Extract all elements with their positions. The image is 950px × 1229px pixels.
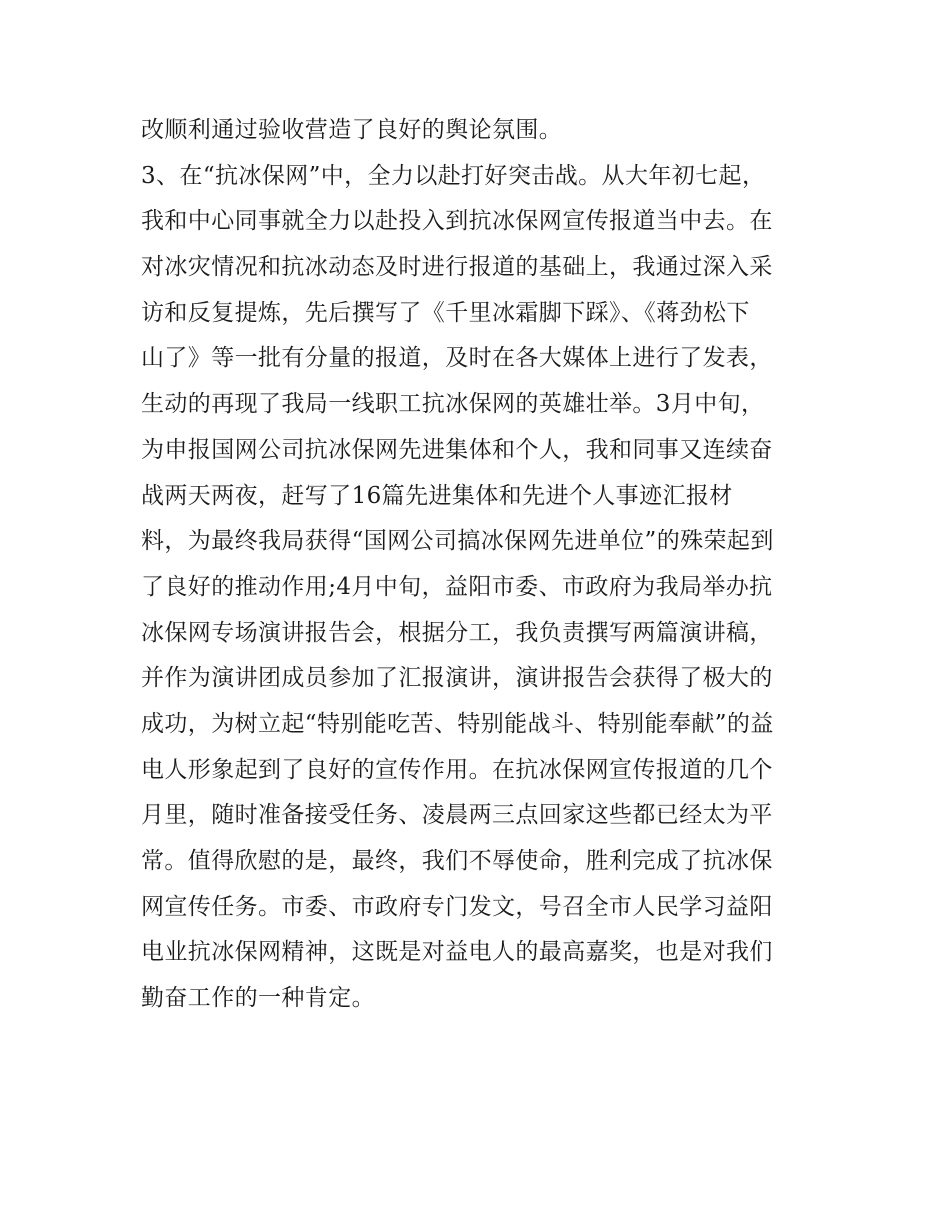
text-line: 电业抗冰保网精神，这既是对益电人的最高嘉奖，也是对我们 <box>141 939 773 966</box>
text-line: 3、在“抗冰保网”中，全力以赴打好突击战。从大年初七起， <box>141 162 766 189</box>
text-line: 我和中心同事就全力以赴投入到抗冰保网宣传报道当中去。在 <box>141 208 773 235</box>
text-line: 生动的再现了我局一线职工抗冰保网的英雄壮举。3月中旬， <box>141 391 765 418</box>
text-line: 月里，随时准备接受任务、凌晨两三点回家这些都已经太为平 <box>141 802 773 829</box>
text-line: 勤奋工作的一种肯定。 <box>141 985 375 1012</box>
text-line: 并作为演讲团成员参加了汇报演讲，演讲报告会获得了极大的 <box>141 665 773 692</box>
text-line: 山了》等一批有分量的报道，及时在各大媒体上进行了发表， <box>141 345 773 372</box>
text-line: 访和反复提炼，先后撰写了《千里冰霜脚下踩》、《蒋劲松下 <box>141 299 750 326</box>
text-line: 网宣传任务。市委、市政府专门发文，号召全市人民学习益阳 <box>141 893 773 920</box>
text-line: 改顺利通过验收营造了良好的舆论氛围。 <box>141 117 563 143</box>
text-line: 常。值得欣慰的是，最终，我们不辱使命，胜利完成了抗冰保 <box>141 848 773 874</box>
text-line: 战两天两夜，赶写了16篇先进集体和先进个人事迹汇报材 <box>141 482 733 509</box>
text-line: 成功，为树立起“特别能吃苦、特别能战斗、特别能奉献”的益 <box>141 710 774 737</box>
text-line: 对冰灾情况和抗冰动态及时进行报道的基础上，我通过深入采 <box>141 254 773 281</box>
document-body <box>141 108 821 1022</box>
text-line: 了良好的推动作用;4月中旬，益阳市委、市政府为我局举办抗 <box>141 573 773 600</box>
text-line: 为申报国网公司抗冰保网先进集体和个人，我和同事又连续奋 <box>141 436 773 463</box>
text-line: 电人形象起到了良好的宣传作用。在抗冰保网宣传报道的几个 <box>141 756 773 783</box>
text-line: 冰保网专场演讲报告会，根据分工，我负责撰写两篇演讲稿， <box>141 619 773 646</box>
text-line: 料，为最终我局获得“国网公司搞冰保网先进单位”的殊荣起到 <box>141 528 774 555</box>
